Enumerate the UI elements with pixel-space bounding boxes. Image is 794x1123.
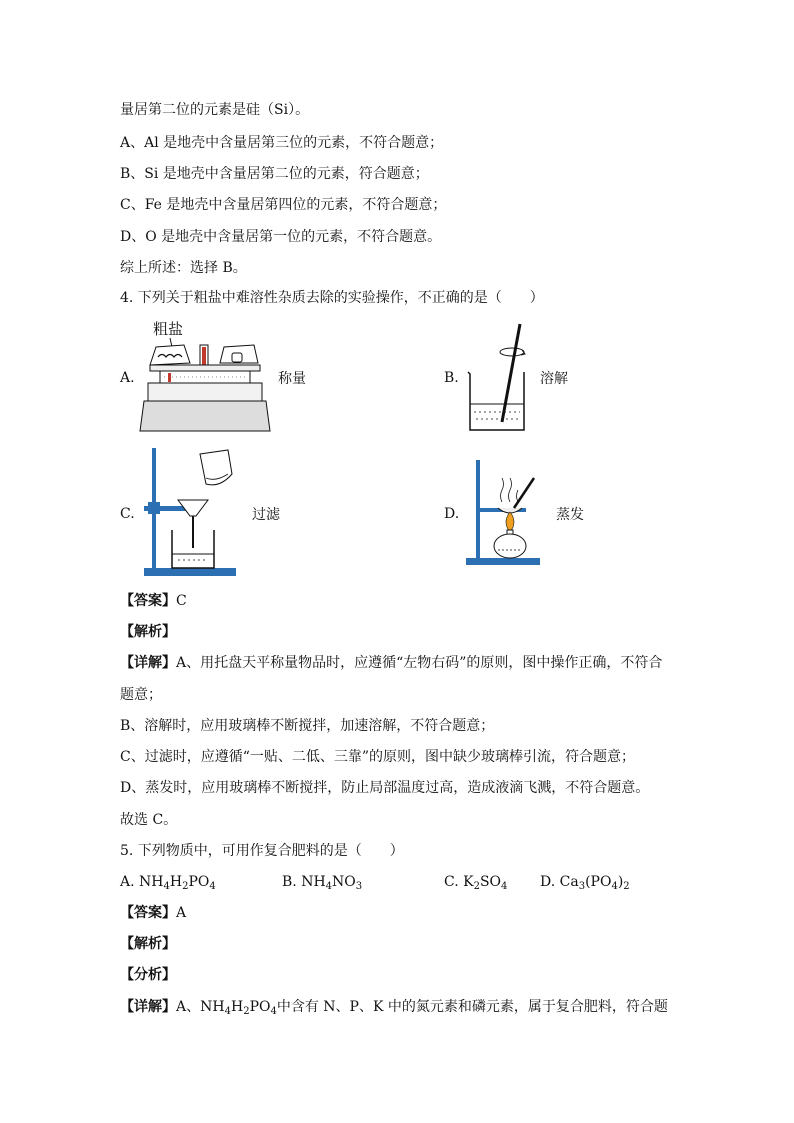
answer-value: C	[176, 593, 187, 609]
fenxi-heading: 【分析】	[120, 967, 176, 983]
q5-option-d: D. $Ca_3(PO_4)_2$	[540, 874, 630, 892]
option-c-caption: 过滤	[252, 507, 280, 523]
option-b-label: B.	[444, 370, 459, 386]
analysis-heading: 【解析】	[120, 936, 176, 952]
question-5-stem: 5. 下列物质中，可用作复合肥料的是（ ）	[120, 843, 404, 859]
text-line: B、溶解时，应用玻璃棒不断搅拌，加速溶解，不符合题意；	[120, 718, 495, 734]
detail-text: A、用托盘天平称量物品时，应遵循“左物右码”的原则，图中操作正确，不符合	[176, 655, 663, 671]
option-c-label: C.	[120, 506, 135, 522]
balance-illustration	[140, 335, 270, 435]
text-line: D、蒸发时，应用玻璃棒不断搅拌，防止局部温度过高，造成液滴飞溅，不符合题意。	[120, 780, 650, 796]
salt-label: 粗盐	[153, 320, 184, 338]
answer-line	[120, 591, 187, 611]
option-d-caption: 蒸发	[556, 507, 584, 523]
text-line: 故选 C。	[120, 812, 178, 828]
answer-line	[120, 903, 186, 923]
beaker-stirring-illustration	[462, 322, 532, 434]
q5-option-c: C. $K_2SO_4$	[444, 874, 508, 892]
answer-tag: 【答案】	[120, 593, 176, 609]
detail-line	[120, 653, 662, 673]
text-line: C、过滤时，应遵循“一贴、二低、三靠”的原则，图中缺少玻璃棒引流，符合题意；	[120, 749, 636, 765]
text-line: A、Al 是地壳中含量居第三位的元素，不符合题意；	[120, 135, 444, 151]
detail-line: 【详解】A、$NH_4H_2PO_4$中含有 N、P、K 中的氮元素和磷元素，属于复合肥料，符合题	[120, 999, 668, 1017]
answer-value: A	[176, 905, 187, 921]
detail-tag: 【详解】	[120, 999, 176, 1015]
option-b-caption: 溶解	[540, 371, 568, 387]
text-line: 量居第二位的元素是硅（Si）。	[120, 102, 310, 118]
text-line: B、Si 是地壳中含量居第二位的元素，符合题意；	[120, 166, 429, 182]
detail-tag: 【详解】	[120, 655, 176, 671]
text-line: 题意；	[120, 687, 162, 703]
answer-tag: 【答案】	[120, 905, 176, 921]
analysis-heading: 【解析】	[120, 624, 176, 640]
text-line: C、Fe 是地壳中含量居第四位的元素，不符合题意；	[120, 197, 447, 213]
question-4-stem: 4. 下列关于粗盐中难溶性杂质去除的实验操作，不正确的是（ ）	[120, 290, 544, 306]
option-a-label: A.	[120, 370, 135, 386]
evaporation-illustration	[462, 458, 542, 568]
filtration-illustration	[140, 444, 240, 580]
text-line: 综上所述：选择 B。	[120, 260, 247, 276]
q5-option-b: B. $NH_4NO_3$	[282, 874, 363, 892]
q5-option-a: A. $NH_4H_2PO_4$	[120, 874, 216, 892]
option-a-caption: 称量	[278, 371, 306, 387]
option-d-label: D.	[444, 506, 460, 522]
text-line: D、O 是地壳中含量居第一位的元素，不符合题意。	[120, 229, 442, 245]
